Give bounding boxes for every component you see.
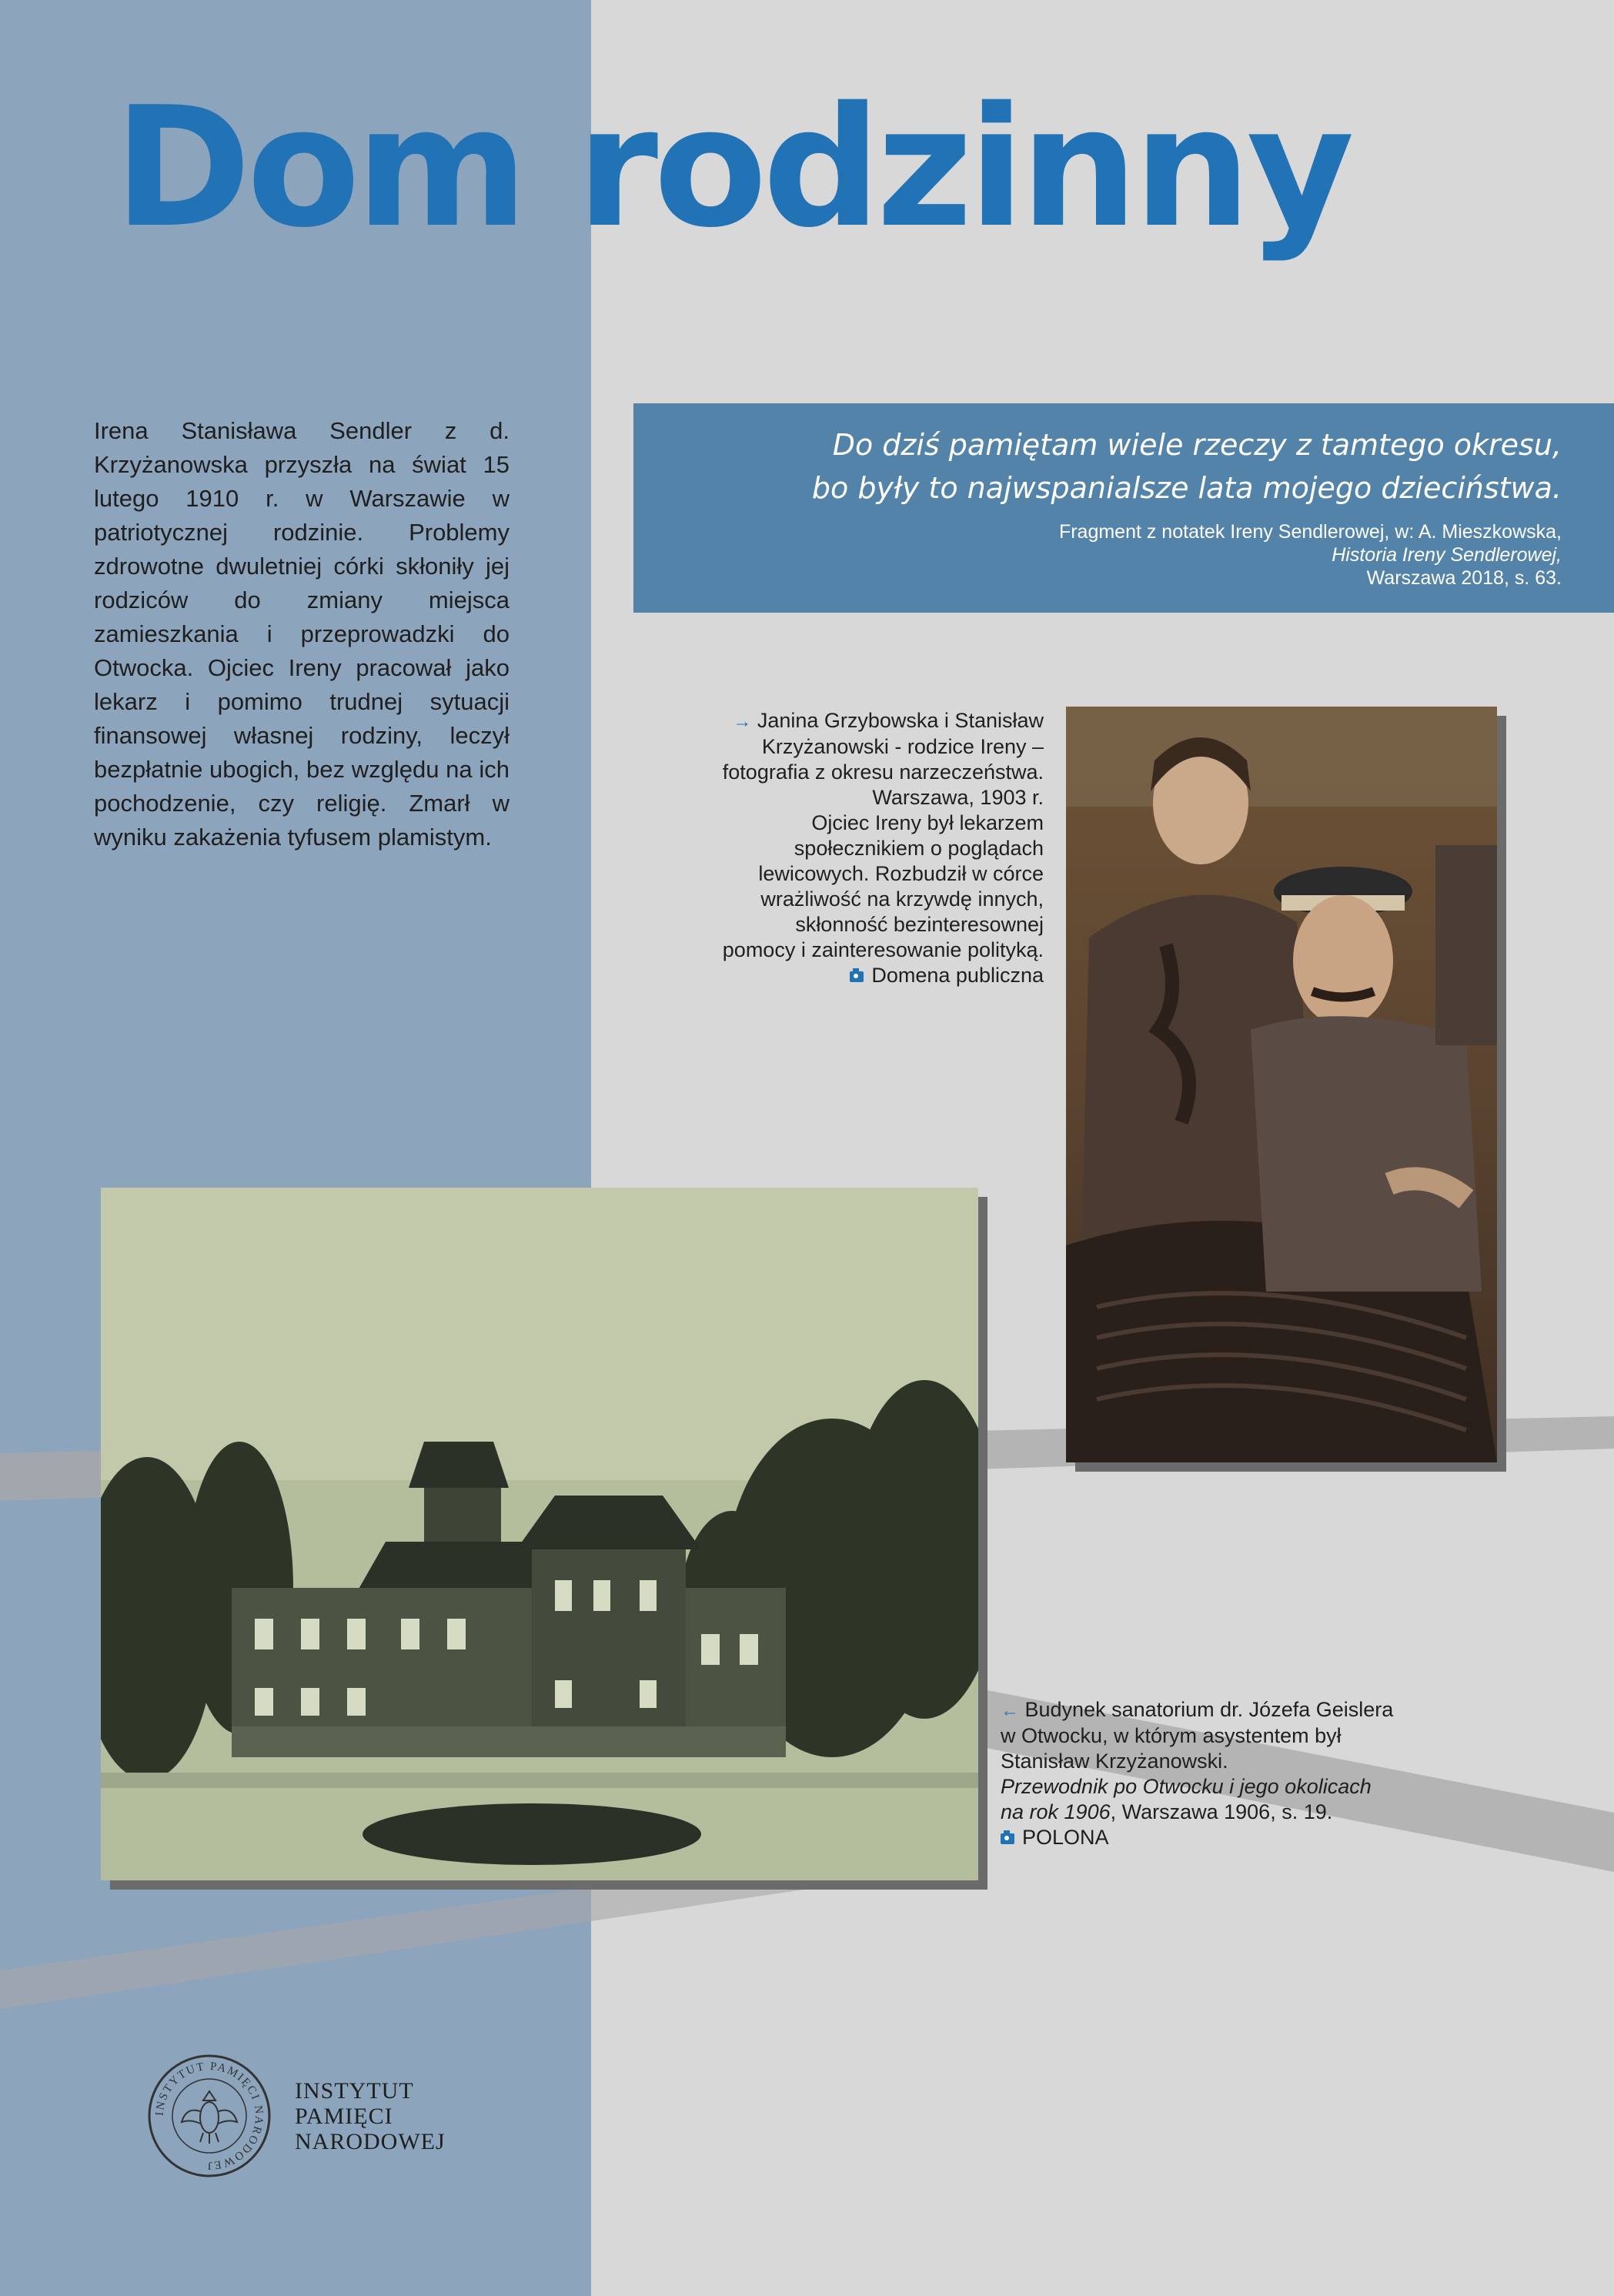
arrow-left-icon: ← <box>1001 1700 1019 1721</box>
svg-text:INSTYTUT PAMIĘCI NARODOWEJ <box>154 2060 265 2171</box>
caption-sanatorium <box>1001 1697 1416 1850</box>
logo-line-2: PAMIĘCI <box>295 2104 393 2129</box>
caption-parents-line-2: Krzyżanowski - rodzice Ireny – <box>761 735 1044 758</box>
logo-line-3: NARODOWEJ <box>295 2129 446 2154</box>
caption-sanatorium-line-3: Stanisław Krzyżanowski. <box>1001 1750 1228 1773</box>
camera-icon <box>850 971 864 982</box>
caption-parents-line-9: skłonność bezinteresownej <box>795 913 1044 936</box>
caption-parents-line-4: Warszawa, 1903 r. <box>872 786 1044 809</box>
intro-paragraph: Irena Stanisława Sendler z d. Krzyżanowska przyszła na świat 15 lutego 1910 r. w Warszawie w patriotycznej rodzinie. Problemy zdrowotne dwuletniej córki skłoniły jej rodziców do zmiany miejsca zamieszkania i przeprowadzki do Otwocka. Ojciec Ireny pracował jako lekarz i pomimo trudnej sytuacji finansowej własnej rodziny, leczył bezpłatnie ubogich, bez względu na ich pochodzenie, czy religię. Zmarł w wyniku zakażenia tyfusem plamistym. <box>94 417 510 851</box>
quote-source-2: Historia Ireny Sendlerowej, <box>1332 544 1562 566</box>
caption-sanatorium-credit: POLONA <box>1022 1826 1109 1849</box>
caption-parents <box>662 708 1044 988</box>
logo-line-1: INSTYTUT <box>295 2078 414 2104</box>
ipn-seal-icon <box>146 2053 272 2179</box>
seal-text: INSTYTUT PAMIĘCI NARODOWEJ <box>153 2060 266 2172</box>
ipn-logo-text <box>295 2078 446 2154</box>
caption-sanatorium-italic-1: Przewodnik po Otwocku i jego okolicach <box>1001 1775 1372 1798</box>
caption-parents-credit: Domena publiczna <box>871 964 1044 987</box>
quote-source-1: Fragment z notatek Ireny Sendlerowej, w: A. Mieszkowska, <box>1058 521 1562 543</box>
quote-line-1: Do dziś pamiętam wiele rzeczy z tamtego okresu, <box>832 428 1562 462</box>
quote-line-2: bo były to najwspanialsze lata mojego dzieciństwa. <box>811 471 1562 505</box>
photo-sanatorium <box>101 1188 978 1880</box>
quote-box <box>633 403 1614 613</box>
caption-parents-line-1: Janina Grzybowska i Stanisław <box>757 709 1044 732</box>
camera-icon <box>1001 1833 1014 1844</box>
caption-parents-line-3: fotografia z okresu narzeczeństwa. <box>722 760 1044 784</box>
caption-sanatorium-italic-2: na rok 1906 <box>1001 1800 1111 1823</box>
caption-parents-line-5: Ojciec Ireny był lekarzem <box>811 811 1044 834</box>
caption-sanatorium-line-1: Budynek sanatorium dr. Józefa Geislera <box>1024 1698 1394 1721</box>
quote-source <box>657 520 1562 590</box>
caption-sanatorium-rest: , Warszawa 1906, s. 19. <box>1110 1800 1333 1823</box>
quote-text <box>657 423 1562 510</box>
caption-parents-line-8: wrażliwość na krzywdę innych, <box>760 887 1044 911</box>
quote-source-3: Warszawa 2018, s. 63. <box>1366 567 1562 589</box>
caption-parents-line-10: pomocy i zainteresowanie polityką. <box>722 938 1044 961</box>
page-title: Dom rodzinny <box>114 71 1350 264</box>
caption-sanatorium-line-2: w Otwocku, w którym asystentem był <box>1001 1724 1342 1747</box>
arrow-right-icon: → <box>733 711 752 732</box>
photo-parents <box>1066 707 1497 1462</box>
caption-parents-line-7: lewicowych. Rozbudził w córce <box>758 862 1044 885</box>
caption-parents-line-6: społecznikiem o poglądach <box>794 837 1044 860</box>
